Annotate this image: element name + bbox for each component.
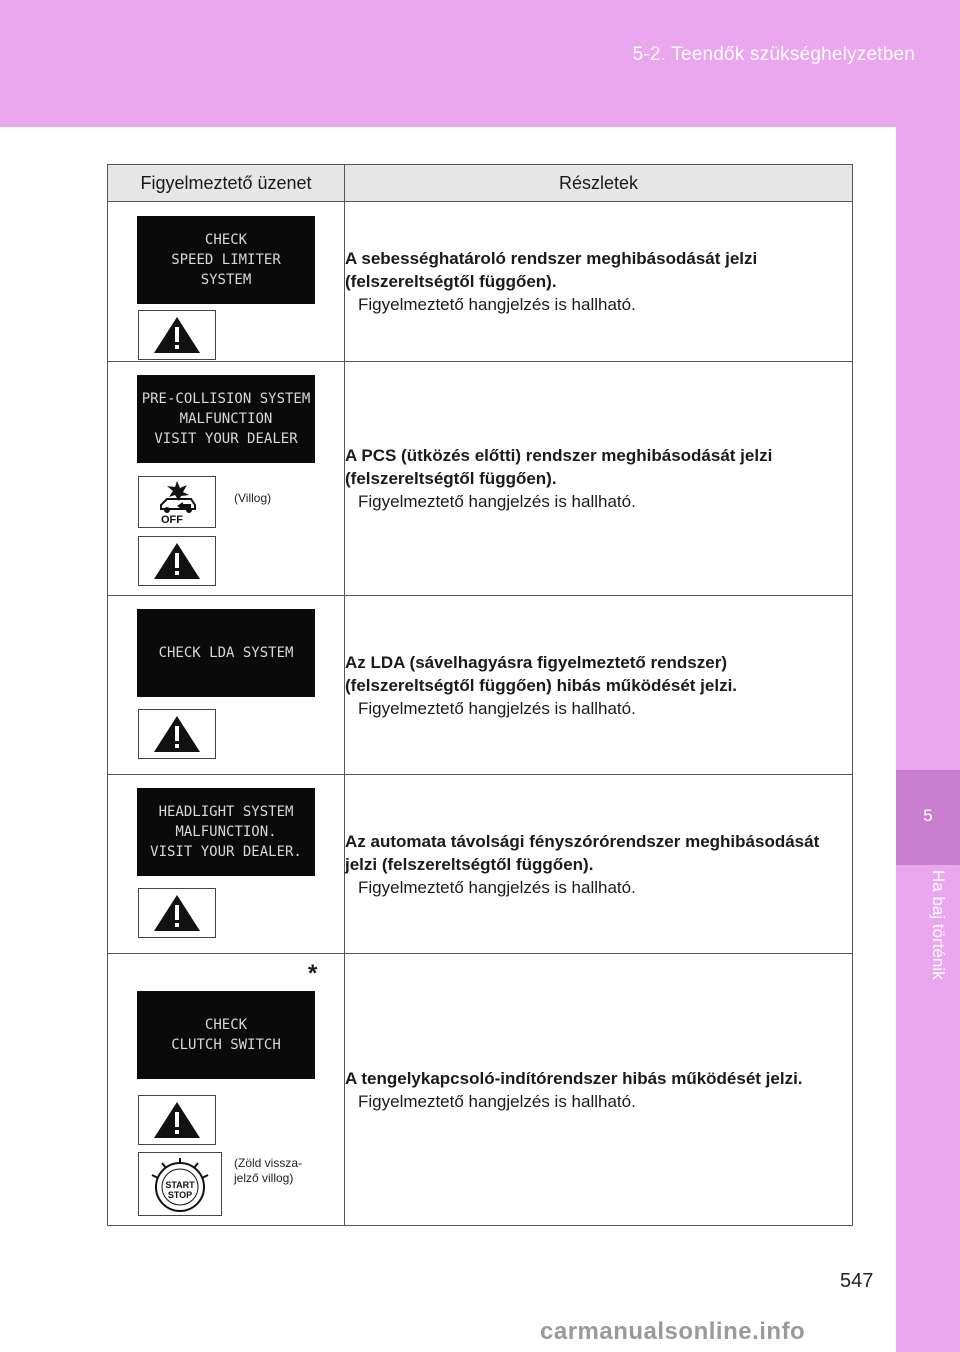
warning-triangle-icon [138, 1095, 216, 1145]
table-row [108, 362, 853, 596]
display-screen [137, 375, 315, 463]
screen-line: CLUTCH SWITCH [171, 1037, 281, 1053]
flash-note: (Villog) [234, 491, 272, 505]
stop-label: STOP [167, 1190, 193, 1200]
screen-line: VISIT YOUR DEALER. [150, 844, 302, 860]
table-row [108, 775, 853, 954]
footnote-star: * [308, 960, 318, 987]
watermark: carmanualsonline.info [540, 1318, 806, 1345]
screen-line: MALFUNCTION [179, 411, 273, 427]
display-screen [137, 216, 315, 304]
details-cell [345, 954, 853, 1226]
screen-line: HEADLIGHT SYSTEM [158, 804, 294, 820]
details-cell [345, 596, 853, 775]
display-screen [137, 788, 315, 876]
screen-line: PRE-COLLISION SYSTEM [141, 391, 311, 407]
table-row [108, 596, 853, 775]
note-line: (Zöld vissza- [234, 1156, 303, 1170]
row-description: A tengelykapcsoló-indítórendszer hibás működését jelzi. [345, 1068, 803, 1088]
screen-line: SYSTEM [200, 272, 252, 288]
row-subtext: Figyelmeztető hangjelzés is hallható. [358, 877, 636, 897]
screen-line: CHECK [204, 1017, 248, 1033]
chapter-number: 5 [923, 806, 933, 825]
pcs-off-icon [138, 476, 216, 528]
screen-line: CHECK [204, 232, 248, 248]
display-screen [137, 609, 315, 697]
table-row [108, 202, 853, 362]
message-cell [108, 775, 345, 954]
row-subtext: Figyelmeztető hangjelzés is hallható. [358, 698, 636, 718]
pcs-off-label: OFF [161, 514, 183, 525]
table-row [108, 954, 853, 1226]
col-header-message: Figyelmeztető üzenet [108, 165, 345, 202]
details-cell [345, 202, 853, 362]
screen-line: CHECK LDA SYSTEM [158, 645, 294, 661]
message-cell [108, 954, 345, 1226]
row-subtext: Figyelmeztető hangjelzés is hallható. [358, 1091, 636, 1111]
details-cell [345, 775, 853, 954]
row-description: Az automata távolsági fényszórórendszer meghibásodását jelzi (felszereltségtől függően). [345, 831, 820, 874]
start-label: START [165, 1180, 195, 1190]
warning-triangle-icon [138, 888, 216, 938]
screen-line: MALFUNCTION. [175, 824, 277, 840]
chapter-title: Ha baj történik [929, 870, 948, 980]
warning-table [107, 164, 853, 1226]
screen-line: SPEED LIMITER [171, 252, 281, 268]
warning-triangle-icon [138, 310, 216, 360]
col-header-details: Részletek [345, 165, 853, 202]
row-description: A PCS (ütközés előtti) rendszer meghibásodását jelzi (felszereltségtől függően). [345, 446, 773, 488]
warning-triangle-icon [138, 709, 216, 759]
message-cell [108, 202, 345, 362]
display-screen [137, 991, 315, 1079]
message-cell [108, 362, 345, 596]
chapter-sidebar [896, 127, 960, 1352]
start-stop-icon [138, 1152, 222, 1216]
row-description: A sebességhatároló rendszer meghibásodását jelzi (felszereltségtől függően). [345, 249, 758, 291]
section-title: 5-2. Teendők szükséghelyzetben [632, 44, 915, 65]
page-number: 547 [840, 1270, 874, 1292]
message-cell [108, 596, 345, 775]
warning-triangle-icon [138, 536, 216, 586]
screen-line: VISIT YOUR DEALER [154, 431, 298, 447]
row-description: Az LDA (sávelhagyásra figyelmeztető rendszer) (felszereltségtől függően) hibás működését jelzi. [345, 652, 738, 695]
details-cell [345, 362, 853, 596]
flash-note [234, 1156, 302, 1186]
table-header-row [108, 165, 853, 202]
row-subtext: Figyelmeztető hangjelzés is hallható. [358, 295, 636, 314]
note-line: jelző villog) [234, 1171, 294, 1185]
row-subtext: Figyelmeztető hangjelzés is hallható. [358, 492, 636, 511]
